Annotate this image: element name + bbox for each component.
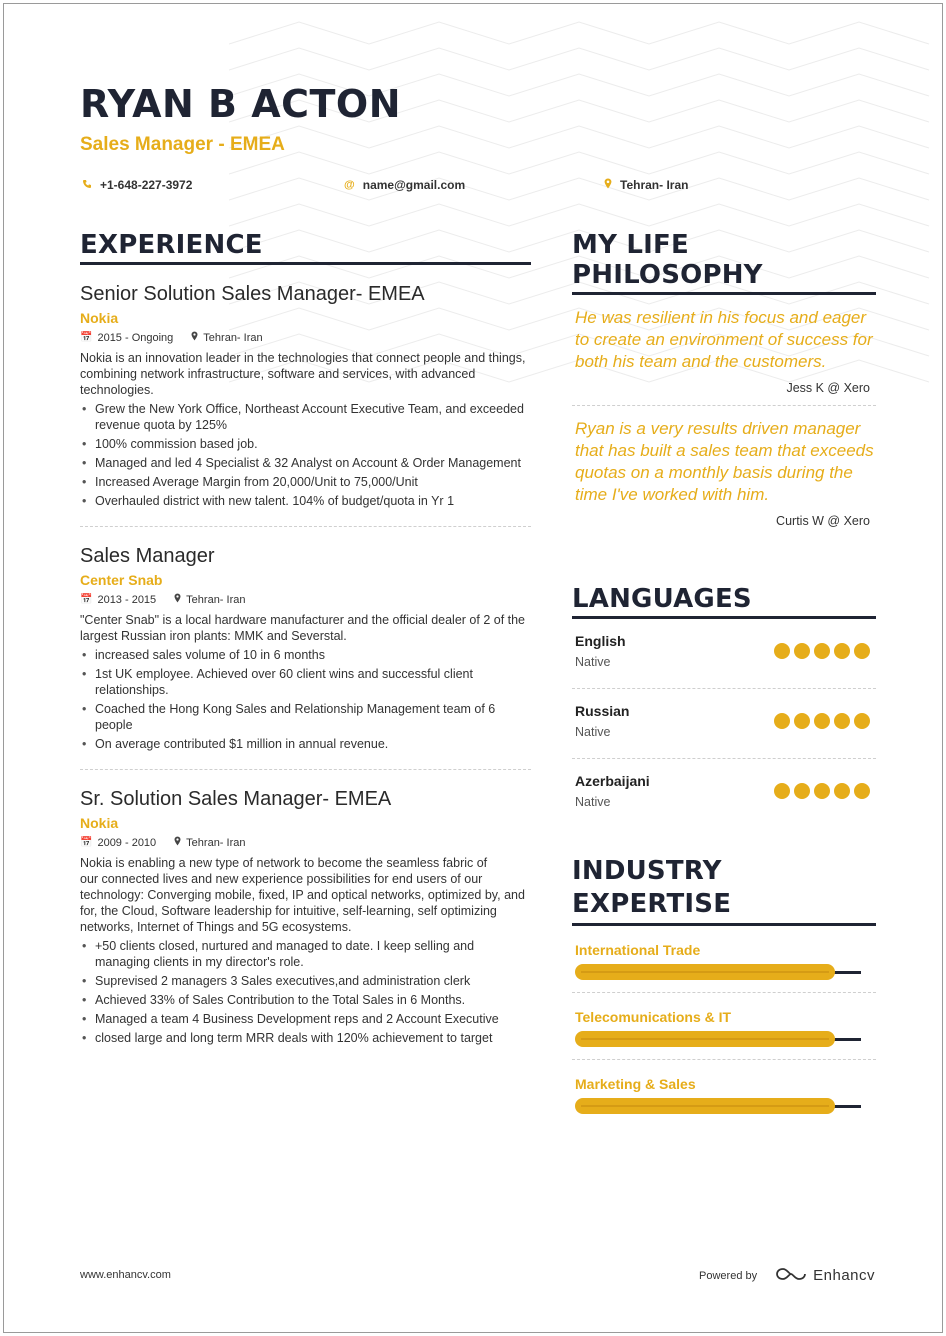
rating-dot [854, 713, 870, 729]
rating-dot [774, 643, 790, 659]
skill-bar [575, 1098, 861, 1114]
job-bullet: • increased sales volume of 10 in 6 months [80, 647, 531, 663]
rating-dot [794, 783, 810, 799]
rating-dot [834, 643, 850, 659]
job-bullets [80, 401, 531, 509]
job-company: Nokia [80, 815, 119, 831]
candidate-name: RYAN B ACTON [80, 82, 402, 126]
powered-by[interactable] [699, 1266, 875, 1285]
job-meta [80, 593, 531, 606]
phone-text: +1-648-227-3972 [100, 178, 193, 192]
language-item [572, 759, 876, 829]
job-bullet: • Overhauled district with new talent. 104% of budget/quota in Yr 1 [80, 493, 531, 509]
job-location: Tehran- Iran [203, 331, 263, 344]
job-bullet: • +50 clients closed, nurtured and managed to date. I keep selling and managing clients in my director's role. [80, 938, 531, 970]
contact-bar [80, 178, 880, 194]
language-name: Azerbaijani [575, 773, 650, 789]
job-bullet: • Managed a team 4 Business Development reps and 2 Account Executive [80, 1011, 531, 1027]
calendar-icon: 📅 [80, 594, 93, 605]
skill-name: International Trade [575, 942, 701, 958]
language-level: Native [575, 795, 611, 809]
resume-page [3, 3, 943, 1333]
language-level: Native [575, 655, 611, 669]
skill-bar-fill [575, 1031, 835, 1047]
job-bullet: • 1st UK employee. Achieved over 60 client wins and successful client relationships. [80, 666, 531, 698]
job-description-line: Nokia is enabling a new type of network to become the seamless fabric of [80, 856, 488, 870]
footer-site-link[interactable]: www.enhancv.com [80, 1269, 171, 1281]
job-description-line: our connected lives and new experience possibilities for end users of our [80, 872, 483, 886]
testimonial-quote: He was resilient in his focus and eager to create an environment of success for both his team and the customers. [575, 308, 873, 371]
job-bullet: • closed large and long term MRR deals with 120% achievement to target [80, 1030, 531, 1046]
job-location: Tehran- Iran [186, 593, 246, 606]
enhancv-logo-icon [775, 1266, 807, 1285]
skill-bar-fill [575, 964, 835, 980]
testimonial [572, 406, 876, 538]
expertise-heading-line: INDUSTRY [572, 856, 722, 886]
rating-dot [794, 643, 810, 659]
job-bullet: • Grew the New York Office, Northeast Account Executive Team, and exceeded revenue quota by 125% [80, 401, 531, 433]
job-description-line: technology: Converging mobile, fixed, IP and optical networks, optimized by, and for, the Cloud, Software leadership for intuitive, self-learning, self optimizing [80, 888, 525, 918]
job-company: Nokia [80, 310, 119, 326]
map-pin-icon [174, 593, 181, 606]
job-bullet: • Suprevised 2 managers 3 Sales executives,and administration clerk [80, 973, 531, 989]
pattern-line [229, 48, 929, 70]
language-rating [774, 783, 870, 799]
rating-dot [854, 643, 870, 659]
job-dates: 2015 - Ongoing [97, 331, 174, 344]
language-text [575, 633, 626, 669]
language-name: Russian [575, 703, 630, 719]
resume-header [80, 82, 880, 192]
skill-item [572, 1060, 876, 1126]
testimonial-quote: Ryan is a very results driven manager that has built a sales team that exceeds quotas on a monthly basis during the time I've worked with him. [575, 419, 874, 504]
job-entry [80, 283, 531, 527]
job-description: "Center Snab" is a local hardware manufacturer and the official dealer of 2 of the largest Russian iron plants: MMK and Severstal. [80, 613, 526, 643]
contact-location [604, 178, 688, 192]
rating-dot [794, 713, 810, 729]
phone-icon [82, 179, 92, 192]
skill-item [572, 993, 876, 1060]
email-text: name@gmail.com [362, 178, 466, 192]
philosophy-heading: MY LIFE PHILOSOPHY [572, 230, 876, 295]
skill-name: Telecomunications & IT [575, 1009, 732, 1025]
language-text [575, 773, 650, 809]
map-pin-icon [191, 331, 198, 344]
languages-heading: LANGUAGES [572, 584, 876, 619]
rating-dot [854, 783, 870, 799]
rating-dot [814, 713, 830, 729]
candidate-role: Sales Manager - EMEA [80, 134, 285, 155]
expertise-heading [572, 855, 876, 926]
job-bullet: • 100% commission based job. [80, 436, 531, 452]
job-description [80, 855, 531, 935]
job-company: Center Snab [80, 572, 163, 588]
job-title: Sr. Solution Sales Manager- EMEA [80, 788, 392, 810]
job-description: Nokia is an innovation leader in the technologies that connect people and things, combining network infrastructure, software and services, with advanced technologies. [80, 351, 526, 397]
testimonial-author: Jess K @ Xero [786, 381, 870, 395]
job-entry [80, 788, 531, 1063]
contact-email[interactable] [344, 178, 465, 192]
job-meta [80, 331, 531, 344]
language-rating [774, 713, 870, 729]
map-pin-icon [604, 178, 612, 192]
language-name: English [575, 633, 626, 649]
job-title: Senior Solution Sales Manager- EMEA [80, 283, 425, 305]
skill-bar-fill [575, 1098, 835, 1114]
job-bullet: • Coached the Hong Kong Sales and Relationship Management team of 6 people [80, 701, 531, 733]
job-bullet: • On average contributed $1 million in annual revenue. [80, 736, 531, 752]
rating-dot [834, 713, 850, 729]
rating-dot [774, 783, 790, 799]
language-rating [774, 643, 870, 659]
testimonial-author: Curtis W @ Xero [776, 514, 870, 528]
job-bullets [80, 938, 531, 1046]
skill-bar [575, 964, 861, 980]
footer [80, 1266, 875, 1286]
job-location: Tehran- Iran [186, 836, 246, 849]
job-entry [80, 545, 531, 770]
job-meta [80, 836, 531, 849]
job-dates: 2013 - 2015 [97, 593, 157, 606]
brand-name: Enhancv [813, 1267, 875, 1284]
language-item [572, 689, 876, 759]
job-bullet: • Managed and led 4 Specialist & 32 Analyst on Account & Order Management [80, 455, 531, 471]
experience-heading: EXPERIENCE [80, 230, 531, 265]
language-level: Native [575, 725, 611, 739]
rating-dot [774, 713, 790, 729]
expertise-heading-line: EXPERTISE [572, 889, 732, 919]
pattern-line [229, 204, 929, 226]
job-bullets [80, 647, 531, 752]
job-description-line: networks, Internet of Things and 5G ecosystems. [80, 920, 352, 934]
calendar-icon: 📅 [80, 837, 93, 848]
left-column [80, 230, 531, 1079]
testimonial [572, 295, 876, 406]
skill-name: Marketing & Sales [575, 1076, 696, 1092]
rating-dot [834, 783, 850, 799]
at-icon: @ [344, 179, 355, 191]
job-title: Sales Manager [80, 545, 215, 567]
skill-item [572, 926, 876, 993]
job-bullet: • Achieved 33% of Sales Contribution to the Total Sales in 6 Months. [80, 992, 531, 1008]
pattern-line [229, 22, 929, 44]
powered-by-label: Powered by [699, 1269, 758, 1282]
map-pin-icon [174, 836, 181, 849]
job-bullet: • Increased Average Margin from 20,000/Unit to 75,000/Unit [80, 474, 531, 490]
language-item [572, 619, 876, 689]
calendar-icon: 📅 [80, 332, 93, 343]
location-text: Tehran- Iran [620, 178, 689, 192]
rating-dot [814, 643, 830, 659]
rating-dot [814, 783, 830, 799]
contact-phone[interactable] [82, 178, 192, 192]
right-column [572, 230, 876, 1126]
skill-bar [575, 1031, 861, 1047]
job-dates: 2009 - 2010 [97, 836, 157, 849]
language-text [575, 703, 629, 739]
